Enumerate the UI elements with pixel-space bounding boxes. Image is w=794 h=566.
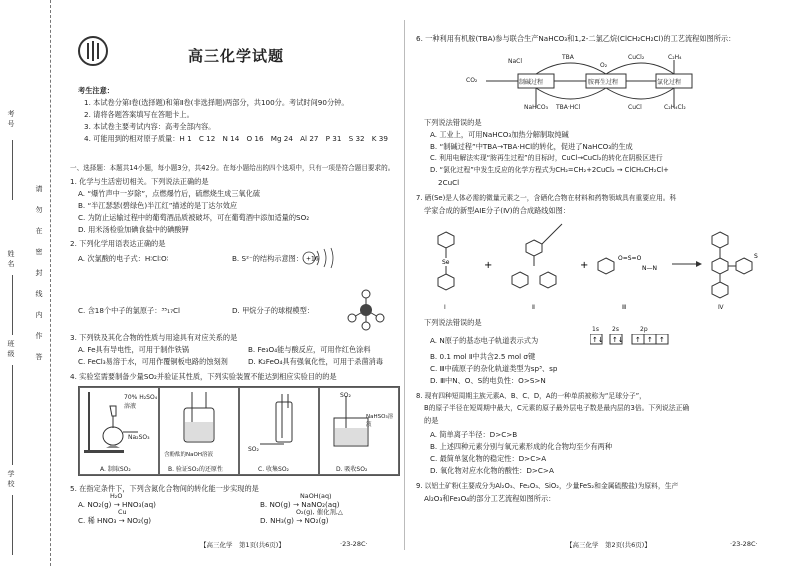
q7-ask: 下列说法错误的是 bbox=[424, 318, 482, 327]
flow-nahco3: NaHCO₃ bbox=[524, 104, 548, 111]
svg-text:↑: ↑ bbox=[635, 336, 641, 344]
xuexiao-line bbox=[12, 495, 13, 555]
q6-option-c: C. 利用电解法实现“胺再生过程”的目标时，CuCl→CuCl₂的转化在阴极区进行 bbox=[430, 154, 663, 162]
q2-option-d: D. 甲烷分子的球棍模型： bbox=[232, 306, 314, 315]
q6-stem: 6. 一种利用有机胺(TBA)参与联合生产NaHCO₃和1,2-二氯乙烷(ClCH₂CH₂Cl)的工艺流程如图所示： bbox=[416, 34, 736, 43]
flow-box-1: 制碱过程 bbox=[519, 79, 544, 86]
svg-text:Se: Se bbox=[442, 259, 450, 266]
svg-text:↑: ↑ bbox=[659, 336, 665, 344]
flow-nacl: NaCl bbox=[508, 58, 523, 65]
kaohao-line bbox=[12, 140, 13, 200]
struct-label-2: Ⅱ bbox=[532, 304, 535, 311]
seal-line bbox=[50, 0, 51, 566]
q7-stem-2: 学家合成的新型AIE分子(Ⅳ)的合成路线如图： bbox=[424, 206, 571, 215]
caption-a: A. 制取SO₂ bbox=[100, 466, 131, 473]
q2-option-b: B. S²⁻的结构示意图： bbox=[232, 254, 304, 263]
flow-c2h4cl2: C₂H₄Cl₂ bbox=[664, 104, 686, 111]
page-title: 高三化学试题 bbox=[188, 47, 285, 65]
orbital-1s-label: 1s bbox=[592, 326, 599, 333]
kaohao-label: 考号 bbox=[7, 110, 15, 130]
page-divider bbox=[404, 20, 405, 550]
flow-c2h4: C₂H₄ bbox=[668, 54, 682, 61]
q7-option-c: C. Ⅲ中硫原子的杂化轨道类型为sp³、sp bbox=[430, 364, 558, 373]
q7-synthesis-route bbox=[424, 218, 770, 310]
note-4: 4. 可能用到的相对原子质量：H 1 C 12 N 14 O 16 Mg 24 Al 27 P 31 S 32 K 39 bbox=[84, 134, 388, 143]
binding-strip bbox=[0, 0, 62, 566]
svg-text:O=S=O: O=S=O bbox=[618, 255, 642, 262]
q8-stem-1: 8. 现有四种短周期主族元素A、B、C、D，A的一种单质被称为“足球分子”， bbox=[416, 392, 646, 400]
q5-a-condition: H₂O bbox=[110, 492, 123, 500]
flow-tba-hcl: TBA·HCl bbox=[556, 104, 581, 111]
banji-line bbox=[12, 365, 13, 465]
left-footer: 【高三化学 第1页(共6页)】 bbox=[200, 541, 285, 549]
q6-option-a: A. 工业上，可用NaHCO₃加热分解制取纯碱 bbox=[430, 130, 569, 139]
q5-d-condition: O₂(g), 催化剂,△ bbox=[296, 508, 343, 516]
banji-label: 班级 bbox=[7, 340, 15, 360]
q3-option-c: C. FeCl₃易溶于水，可用作覆铜板电路的蚀刻剂 bbox=[78, 357, 228, 366]
note-1: 1. 本试卷分第Ⅰ卷(选择题)和第Ⅱ卷(非选择题)两部分，共100分。考试时间90分钟。 bbox=[84, 98, 349, 107]
s2-structure-diagram bbox=[300, 246, 344, 270]
q5-option-d: D. NH₃(g) → NO₂(g) bbox=[260, 516, 329, 525]
q7-stem-1: 7. 硒(Se)是人体必需的微量元素之一，含硒化合物在材料和药物领域具有重要应用。科 bbox=[416, 194, 677, 202]
svg-text:↑↓: ↑↓ bbox=[612, 336, 624, 344]
q6-option-d: D. “氯化过程”中发生反应的化学方程式为CH₂=CH₂+2CuCl₂ → ClCH₂CH₂Cl+ bbox=[430, 166, 669, 174]
flow-cucl: CuCl bbox=[628, 104, 642, 111]
left-footer-code: ·23-28C· bbox=[340, 540, 368, 548]
struct-label-4: Ⅳ bbox=[718, 304, 724, 311]
q5-stem: 5. 在指定条件下，下列含氮化合物间的转化能一步实现的是 bbox=[70, 484, 259, 493]
q1-option-d: D. 用米汤检验加碘食盐中的碘酸钾 bbox=[78, 225, 189, 234]
flow-cucl2: CuCl₂ bbox=[628, 54, 645, 61]
q1-option-a: A. “爆竹声中一岁除”，点燃爆竹后，硫燃烧生成三氧化硫 bbox=[78, 189, 261, 198]
q5-option-a: A. NO₂(g) → HNO₃(aq) bbox=[78, 500, 156, 509]
xingming-line bbox=[12, 275, 13, 335]
logo-mark-icon bbox=[80, 38, 106, 64]
flow-box-3: 氯化过程 bbox=[657, 79, 682, 86]
right-footer-code: ·23-28C· bbox=[730, 540, 758, 548]
struct-label-3: Ⅲ bbox=[622, 304, 627, 311]
q2-option-a: A. 次氯酸的电子式：H∶Cl∶O∶ bbox=[78, 254, 169, 263]
apparatus-c bbox=[239, 387, 319, 475]
svg-text:↑: ↑ bbox=[647, 336, 653, 344]
q1-option-b: B. “半江瑟瑟(碧绿色)半江红”描述的是丁达尔效应 bbox=[78, 201, 238, 210]
label-acid: 70% H₂SO₄溶液 bbox=[124, 394, 158, 410]
xingming-label: 姓名 bbox=[7, 250, 15, 270]
q8-stem-2: B的原子半径在短周期中最大，C元素的原子最外层电子数是最内层的3倍。下列说法正确 bbox=[424, 404, 690, 412]
q8-option-b: B. 上述四种元素分别与氧元素形成的化合物均至少有两种 bbox=[430, 442, 613, 451]
q1-option-c: C. 为防止运输过程中的葡萄酒品质被破坏，可在葡萄酒中添加适量的SO₂ bbox=[78, 213, 310, 222]
q5-option-c: C. 稀 HNO₃ → NO₂(g) bbox=[78, 516, 152, 525]
seal-notice: 请勿在密封线内作答 bbox=[35, 185, 43, 374]
q5-option-b: B. NO(g) → NaNO₂(aq) bbox=[260, 500, 340, 509]
label-so2-d: SO₂ bbox=[340, 392, 351, 399]
flow-box-2: 胺再生过程 bbox=[588, 79, 619, 86]
q8-option-d: D. 氧化物对应水化物的酸性：D>C>A bbox=[430, 466, 554, 475]
caption-d: D. 吸收SO₂ bbox=[336, 466, 368, 473]
section-heading: 一、选择题：本题共14小题，每小题3分，共42分。在每小题给出的四个选项中，只有一项是符合题目要求的。 bbox=[70, 164, 395, 172]
svg-text:+: + bbox=[580, 260, 589, 271]
q2-stem: 2. 下列化学用语表达正确的是 bbox=[70, 239, 166, 248]
publisher-logo bbox=[78, 36, 108, 66]
svg-text:↑↓: ↑↓ bbox=[592, 336, 604, 344]
q5-c-condition: Cu bbox=[118, 508, 127, 516]
q9-stem-2: Al₂O₃和Fe₃O₄的部分工艺流程如图所示： bbox=[424, 494, 556, 503]
q3-option-a: A. Fe具有导电性，可用于制作铁锅 bbox=[78, 345, 189, 354]
label-so2: SO₂ bbox=[248, 446, 259, 453]
caption-c: C. 收集SO₂ bbox=[258, 466, 289, 473]
note-3: 3. 本试卷主要考试内容：高考全部内容。 bbox=[84, 122, 216, 131]
q6-option-d-cont: 2CuCl bbox=[438, 178, 460, 187]
svg-text:+16: +16 bbox=[306, 255, 319, 263]
q6-ask: 下列说法错误的是 bbox=[424, 118, 482, 127]
apparatus-d bbox=[319, 387, 399, 475]
flow-o2: O₂ bbox=[600, 62, 608, 69]
q3-option-d: D. K₂FeO₄具有强氧化性，可用于杀菌消毒 bbox=[248, 357, 384, 366]
q4-stem: 4. 实验室需要制备少量SO₂并验证其性质，下列实验装置不能达到相应实验目的的是 bbox=[70, 372, 337, 381]
notes-heading: 考生注意： bbox=[78, 86, 114, 95]
q8-stem-3: 的是 bbox=[424, 416, 439, 425]
svg-text:S: S bbox=[754, 253, 758, 260]
q7-option-d: D. Ⅲ中N、O、S的电负性：O>S>N bbox=[430, 376, 546, 385]
label-naoh: 含酚酞的NaOH溶液 bbox=[164, 452, 213, 458]
caption-b: B. 验证SO₂的还原性 bbox=[168, 466, 223, 473]
q6-option-b: B. “制碱过程”中TBA→TBA·HCl的转化，促进了NaHCO₃的生成 bbox=[430, 142, 633, 151]
q5-b-condition: NaOH(aq) bbox=[300, 492, 332, 500]
orbital-2s-label: 2s bbox=[612, 326, 619, 333]
label-nahso3: NaHSO₃溶液 bbox=[366, 414, 394, 428]
q7-option-a: A. N原子的基态电子轨道表示式为 bbox=[430, 336, 539, 345]
svg-text:N—N: N—N bbox=[642, 265, 657, 272]
q9-stem-1: 9. 以铝土矿粉(主要成分为Al₂O₃、Fe₂O₃、SiO₂，少量FeS₂和金属硫酸盐)为原料，生产 bbox=[416, 482, 679, 490]
q1-stem: 1. 化学与生活密切相关。下列说法正确的是 bbox=[70, 177, 209, 186]
q8-option-a: A. 简单离子半径：D>C>B bbox=[430, 430, 518, 439]
apparatus-a bbox=[79, 387, 159, 475]
q7-option-b: B. 0.1 mol Ⅱ中共含2.5 mol σ键 bbox=[430, 352, 536, 361]
flow-tba: TBA bbox=[562, 54, 574, 61]
apparatus-b bbox=[159, 387, 239, 475]
q3-stem: 3. 下列铁及其化合物的性质与用途具有对应关系的是 bbox=[70, 333, 238, 342]
orbital-boxes bbox=[590, 334, 690, 346]
q3-option-b: B. Fe₃O₄能与酸反应，可用作红色涂料 bbox=[248, 345, 371, 354]
struct-label-1: Ⅰ bbox=[444, 304, 446, 311]
q2-option-c: C. 含18个中子的氯原子：³⁵₁₇Cl bbox=[78, 306, 180, 315]
q4-apparatus-table bbox=[78, 386, 400, 476]
svg-text:+: + bbox=[484, 260, 493, 271]
right-footer: 【高三化学 第2页(共6页)】 bbox=[566, 541, 651, 549]
q8-option-c: C. 最简单氢化物的稳定性：D>C>A bbox=[430, 454, 547, 463]
methane-ball-stick-model bbox=[344, 288, 388, 332]
xuexiao-label: 学校 bbox=[7, 470, 15, 490]
orbital-diagram bbox=[590, 326, 690, 348]
note-2: 2. 请将各题答案填写在答题卡上。 bbox=[84, 110, 194, 119]
orbital-2p-label: 2p bbox=[640, 326, 648, 333]
flow-co2: CO₂ bbox=[466, 77, 478, 84]
label-sulfite: Na₂SO₃ bbox=[128, 434, 150, 441]
